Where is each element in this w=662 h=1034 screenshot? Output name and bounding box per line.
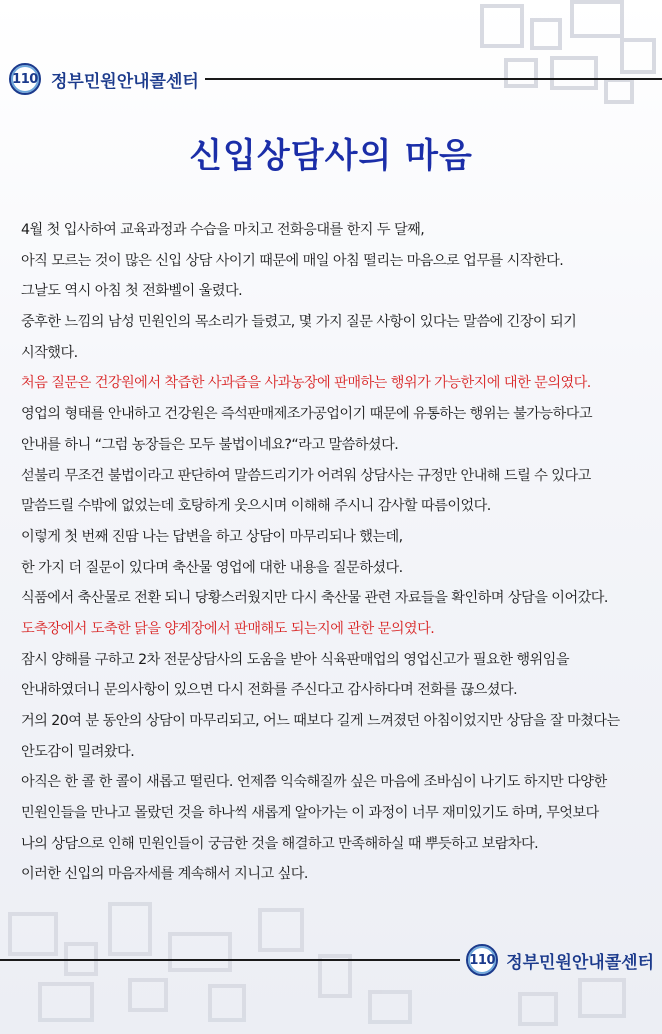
text-line: 말씀드릴 수밖에 없었는데 호탕하게 웃으시며 이해해 주시니 감사할 따름이었다. xyxy=(21,498,491,515)
call-center-logo-icon xyxy=(466,944,498,976)
text-line: 이러한 신입의 마음자세를 계속해서 지니고 싶다. xyxy=(21,866,308,883)
text-line: 안내를 하니 “그럼 농장들은 모두 불법이네요?“라고 말씀하셨다. xyxy=(21,436,399,453)
call-center-logo-icon xyxy=(9,63,41,95)
article-body xyxy=(21,215,662,890)
text-line: 아직 모르는 것이 많은 신입 상담 사이기 때문에 매일 아침 떨리는 마음으로 업무를 시작한다. xyxy=(21,252,564,269)
text-line: 거의 20여 분 동안의 상담이 마무리되고, 어느 때보다 길게 느껴졌던 아침이었지만 상담을 잘 마쳤다는 xyxy=(21,713,620,729)
logo-number: 110 xyxy=(469,952,495,968)
page-title: 신입상담사의 마음 xyxy=(189,136,473,176)
footer xyxy=(0,942,662,978)
text-line: 나의 상담으로 인해 민원인들이 궁금한 것을 해결하고 만족해하실 때 뿌듯하고 보람차다. xyxy=(21,835,539,852)
text-line: 잠시 양해를 구하고 2차 전문상담사의 도움을 받아 식육판매업의 영업신고가 필요한 행위임을 xyxy=(21,651,569,668)
header xyxy=(9,62,662,96)
text-line: 이렇게 첫 번째 진땀 나는 답변을 하고 상담이 마무리되나 했는데, xyxy=(21,528,403,545)
organization-name: 정부민원안내콜센터 xyxy=(506,952,654,973)
text-line: 그날도 역시 아침 첫 전화벨이 울렸다. xyxy=(21,283,243,300)
text-line: 아직은 한 콜 한 콜이 새롭고 떨린다. 언제쯤 익숙해질까 싶은 마음에 조바심이 나기도 하지만 다양한 xyxy=(21,774,607,791)
text-line: 한 가지 더 질문이 있다며 축산물 영업에 대한 내용을 질문하셨다. xyxy=(21,559,403,576)
text-line: 중후한 느낌의 남성 민원인의 목소리가 들렸고, 몇 가지 질문 사항이 있다는 말씀에 긴장이 되기 xyxy=(21,314,577,331)
footer-divider xyxy=(0,959,460,961)
text-line: 섣불리 무조건 불법이라고 판단하여 말씀드리기가 어려워 상담사는 규정만 안내해 드릴 수 있다고 xyxy=(21,467,591,484)
text-line: 시작했다. xyxy=(21,344,78,361)
text-line: 안내하였더니 문의사항이 있으면 다시 전화를 주신다고 감사하다며 전화를 끊으셨다. xyxy=(21,682,518,699)
text-line: 영업의 형태를 안내하고 건강원은 즉석판매제조가공업이기 때문에 유통하는 행위는 불가능하다고 xyxy=(21,406,593,423)
text-line: 안도감이 밀려왔다. xyxy=(21,743,135,760)
text-line: 4월 첫 입사하여 교육과정과 수습을 마치고 전화응대를 한지 두 달째, xyxy=(21,222,425,238)
text-line: 민원인들을 만나고 몰랐던 것을 하나씩 새롭게 알아가는 이 과정이 너무 재미있기도 하며, 무엇보다 xyxy=(21,805,599,822)
logo-number: 110 xyxy=(12,71,38,87)
organization-name: 정부민원안내콜센터 xyxy=(51,71,199,92)
header-divider xyxy=(205,78,662,80)
highlighted-text-line: 처음 질문은 건강원에서 착즙한 사과즙을 사과농장에 판매하는 행위가 가능한지에 대한 문의였다. xyxy=(21,375,591,392)
highlighted-text-line: 도축장에서 도축한 닭을 양계장에서 판매해도 되는지에 관한 문의였다. xyxy=(21,620,435,637)
text-line: 식품에서 축산물로 전환 되니 당황스러웠지만 다시 축산물 관련 자료들을 확인하며 상담을 이어갔다. xyxy=(21,590,608,607)
